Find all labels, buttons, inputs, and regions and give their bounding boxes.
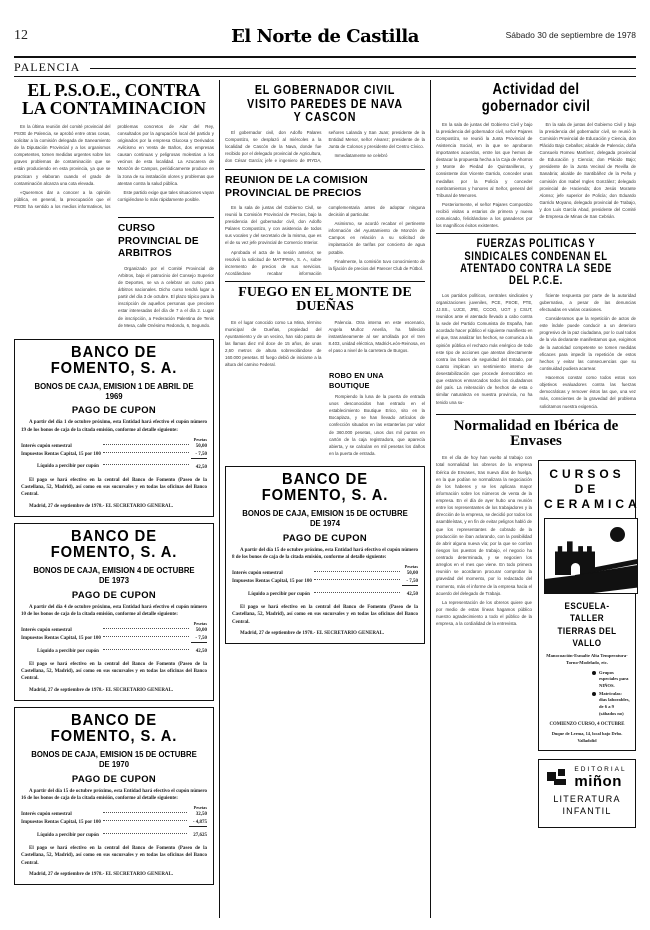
table-row: [21, 458, 207, 471]
paragraph: En la sala de juntas del Gobierno Civil y bajo la presidencia del gobernador civil, señor Pajares Compostizo, se reunió la Junta Provincial de Asistencia Social, en la que se aprobaron importantes acuerdos, entre los que hemos de destacar la propuesta hecha a la Caja de Ahorros y Monte de Piedad de Quintanilleros, y consistente don Vicente Garrido, conceder unas medallas por la Policía y conceder nombramientos y honores al Señor, general del Tribunal de Menores.: [436, 121, 533, 198]
paragraph: «Queremos dar a conocer a la opinión pública, en general, la preocupación que el PSOE ha sentido a los medios informativos, los problemas concretos de Alar del Rey, consultados por la agrupación local del partido y originados por la empresa Glucosa y Derivados Avilcismo en Venta de Baños, dos empresas causan continuas y peligrosas molestias a los vecinos de esta localidad. La Azucarera de Monzón de Campos, periódicamente produce en la zona de su instalación olores y problemas que atentan contra la salud pública.: [14, 123, 214, 210]
headline-fuego-duenas: FUEGO EN EL MONTE DE DUEÑAS: [238, 285, 412, 315]
bank-ad-foot: El pago se hará efectivo en la central del Banco de Fomento (Paseo de la Castellana, 52, Madrid), así como en sus sucursales y en todas las oficinas del Banco Central.: [21, 661, 207, 682]
bank-ad-emision: BONOS DE CAJA, EMISION 4 DE OCTUBRE DE 1973: [33, 564, 195, 586]
list-item: Grupos especiales para NIÑOS.: [592, 670, 630, 690]
article-robo-body: [329, 393, 425, 457]
row-amount: 32,50: [195, 812, 207, 818]
bank-ad-table: [21, 811, 207, 839]
ceramics-ad-tierras: TIERRAS DEL VALLO: [557, 625, 617, 648]
row-label: Interés cupón semestral: [21, 812, 72, 818]
editorial-ad-eyebrow: EDITORIAL: [574, 766, 627, 774]
bank-ad-sign: Madrid, 27 de septiembre de 1978.- EL SECRETARIO GENERAL.: [29, 687, 174, 693]
column-2: [225, 80, 425, 918]
paragraph: Palencia. Otra interna en este escenario, Angela Muñoz Anerila, ha fallecido instantáneamente al ser arrollada por el tren 8.403, unidad eléctrica, Madrid-León-Reinosa, en el paso a nivel de la carretera de Burgos.: [328, 319, 425, 354]
subheadline-curso-arbitros: CURSO PROVINCIAL DE ARBITROS: [118, 223, 199, 260]
editorial-ad-line2: INFANTIL: [562, 806, 612, 817]
headline-actividad-gobernador: Actividad del gobernador civil: [481, 81, 591, 115]
row-amount: 50,00: [195, 628, 207, 634]
paragraph: Aprobada el acta de la sesión anterior, se resolvió la solicitud de MATIPIMA, S. A., sobre incremento de precios de sus servicios. Acordándose recabar información complementaria antes de adoptar ninguna decisión al particular.: [225, 204, 425, 276]
article-visita-body: [225, 129, 425, 165]
row-label: Interés cupón semestral: [21, 444, 72, 450]
bank-ad-title: BANCO DE FOMENTO, S. A.: [50, 527, 178, 561]
bank-ad-table: [232, 570, 418, 598]
row-label: Líquido a percibir por cupón: [248, 591, 310, 597]
bank-ad-table: [21, 443, 207, 471]
table-row: [21, 642, 207, 655]
row-dots: [101, 458, 191, 471]
paragraph: En la sala de juntas del Gobierno Civil, se reunió la Comisión Provincial de Precios, bajo la presidencia del gobernador civil, don Adolfo Palares Compostizo, y con asistencia de todos sus vocales y del secretario de la misma, que es el de su vez jefe provincial de Comercio Interior.: [225, 204, 322, 246]
article-normalidad-body: [436, 454, 532, 627]
headline-gobernador-visito: EL GOBERNADOR CIVIL VISITO PAREDES DE NAVA Y CASCON: [247, 82, 403, 125]
page-number: 12: [14, 28, 28, 43]
table-row: [232, 570, 418, 577]
editorial-ad-line1: LITERATURA: [553, 794, 621, 805]
paragraph: En la última reunión del comité provincial del PSOE de Palencia, se aprobó entre otras cosas, solicitar a la comisión delegada de Saneamiento de la Diputación Provincial y a los organismos competentes, tomen medidas urgentes sobre los graves problemas de contaminación que se están produciendo en esta provincia, ya que se practican y elaboran cuando el grado de contaminación alcanza una cota elevada.: [14, 123, 111, 186]
article-fuego-body: [225, 319, 425, 369]
bank-ad-sign: Madrid, 27 de septiembre de 1978.- EL SECRETARIO GENERAL.: [29, 871, 174, 877]
sun-icon: [610, 527, 625, 542]
row-amount: 42,50: [195, 464, 207, 470]
bank-ad-title: BANCO DE FOMENTO, S. A.: [261, 471, 389, 505]
bank-ad-lead: A partir del día 15 de octubre próximo, esta Entidad hará efectivo el cupón número 8 de los bonos de caja de la citada emisión, conforme al detalle siguiente:: [232, 547, 418, 560]
bank-ad-3: [14, 707, 214, 885]
table-row: [21, 826, 207, 839]
row-label: Interés cupón semestral: [232, 571, 283, 577]
ceramics-ad: [538, 460, 641, 751]
table-row: [21, 634, 207, 642]
headline-normalidad-iberica: Normalidad en Ibérica de Envases: [453, 417, 619, 450]
article-fuerzas-body: [436, 292, 636, 410]
bank-ad-1: [14, 339, 214, 517]
bank-ad-lead: A partir del día 4 de octubre próximo, esta Entidad hará efectivo el cupón número 10 de los bonos de caja de la citada emisión, conforme al detalle siguiente:: [21, 604, 207, 617]
row-dots: [101, 826, 189, 839]
table-row: [21, 443, 207, 450]
paragraph: Los partidos políticos, centrales sindicales y organizaciones juveniles, PCE, PSOE, PTE, JJ.SS., UJCE, JRE, CCOO, UGT y CSUT, reunidos ante el atentado llevado a cabo contra la sede del Partido Comunista de España, han acordado hacer público el siguiente manifiesto en el que, tras analizar los hechos, se comunica a la opinión pública el rechazo más enérgico de todo este tipo de acciones que atentan directamente contra las bases de seguridad del Estado, por cuanto implican un sentimiento interno de desestabilización que procede democrático en que estamos enmarcados todos los ciudadanos del país. La reiteración de hechos de esta o similar naturaleza en nuestra provincia, no ha tenido una su-: [436, 292, 533, 405]
row-amount: - 7,50: [191, 634, 207, 642]
column-divider-2: [430, 80, 431, 918]
paragraph: Organizado por el Comité Provincial de Arbitros, bajo el patrocinio del Consejo Superior de Deportes, se va a celebrar un curso para árbitros nacionales. Dicho curso tendrá lugar a partir del día 3 de octubre. El plazo tópico para la inscripción de aquellos personas que precisen estar interesadas del día de 7 a el día 2. Lugar de inscripción, a Federación Palentina de Tenis de Mesa, calle Onésimo Redondo, 6, Segundo.: [118, 265, 214, 328]
masthead: [14, 26, 636, 52]
bank-ad-title: BANCO DE FOMENTO, S. A.: [50, 711, 178, 745]
bank-ad-pago-label: PAGO DE CUPON: [71, 404, 157, 416]
ceramics-ad-address: Duque de Lerma, 14, local bajo Drbo. Valladolid: [551, 731, 623, 743]
section-band: [14, 60, 636, 74]
editorial-ad-logo-row: [545, 767, 629, 789]
row-amount: 42,50: [195, 648, 207, 654]
bank-ad-pago-label: PAGO DE CUPON: [282, 531, 368, 543]
article-arbitros-body: [118, 265, 214, 329]
top-rule: [14, 76, 636, 77]
editorial-ad-brand: miñon: [574, 772, 622, 790]
paragraph: Este partido exige que tales situaciones vayan corrigiéndose lo más rápidamente posible.: [117, 189, 214, 202]
row-dots: [312, 570, 402, 577]
bank-ad-foot: El pago se hará efectivo en la central del Banco de Fomento (Paseo de la Castellana, 52, Madrid), así como en sus sucursales y en todas las oficinas del Banco Central.: [21, 846, 207, 866]
newspaper-logo: El Norte de Castilla: [231, 26, 419, 47]
issue-date: Sábado 30 de septiembre de 1978: [505, 30, 636, 40]
row-label: Impuestos Rentas Capital, 15 por 100: [21, 451, 101, 457]
row-dots: [101, 443, 191, 450]
table-row: [21, 811, 207, 818]
row-amount: - 7,50: [402, 578, 418, 586]
bank-ad-foot: El pago se hará efectivo en la central del Banco de Fomento (Paseo de la Castellana, 52, Madrid), así como en sus sucursales y en todas las oficinas del Banco Central.: [21, 477, 207, 498]
bank-ad-2: [14, 523, 214, 701]
ceramics-ad-title-line1: CURSOS DE: [549, 467, 625, 497]
row-amount: - 7,50: [191, 450, 207, 458]
row-label: Impuestos Rentas Capital, 15 por 100: [21, 819, 101, 825]
paragraph: Asimismo, se acordó recabar el pertinente información del Ayuntamiento de Monzón de Campos en relación a su solicitud de implantación de tarifas por concierto de agua potable.: [328, 221, 425, 255]
minon-logo-icon: [547, 769, 569, 787]
paragraph: Finalmente, la comisión tuvo conocimiento de la fijación de precios del Parecer Club de Fútbol.: [328, 258, 425, 271]
row-dots: [101, 642, 191, 655]
bank-ad-lead: A partir del día 1 de octubre próximo, esta Entidad hará efectivo el cupón número 19 de los bonos de caja de la citada emisión, conforme al detalle siguiente:: [21, 420, 207, 433]
paragraph: En el día de hoy han vuelto al trabajo con total normalidad los obreros de la empresa Ibérica de Envases, tras nueva días de huelga, en la que podían se normalizara la negociación de los haberes y se les aplicara mayor información sobre los números de venta de la empresa. En el día de ayer hubo una reunión entre los representantes de los trabajadores y la dirección de la empresa, se decidió por todos los asambleístas, y en fin de evitar peligros habló de que los representantes de cobrado de la producción se iban aclarando, con la posibilidad de abrir alguna nueva vía; por la que se corrían riesgos los puestos de trabajo, el negocio ha centrado determinada, y se negocien los arreglos en el mes que viene. En todo primera reunión se acordaron procurar comprobar la gravedad del momento, por lo redactado del momento, más el informe de la empresa hacia el acuerdo del delegado de Trabajo.: [436, 455, 532, 596]
ceramics-ad-illustration: [544, 518, 638, 594]
column-3: [436, 80, 641, 918]
bank-ad-pago-label: PAGO DE CUPON: [71, 772, 157, 784]
bank-ad-emision: BONOS DE CAJA, EMISION 1 DE ABRIL DE 1969: [34, 380, 194, 402]
paragraph: Rompiendo la luna de la puerta de entrada unos desconocidos han entrado en el establecimiento Boutique Erico, sito en la Bocaplaza, y se han llevado artículos de confección situados en las estanterías por valor de 360.000 pesetas, unos dos mil puntos en cartón de la caja registradora, que aparecía abierta, y se calculan en mil pesetas los daños en la puerta de entrada.: [329, 393, 425, 456]
paragraph: Consideramos que la repetición de actos de este índole puede conducir a un deterioro progresivo de la paz ciudadana, por lo cual todos de la vía declarante manifestamos que, exigimos de la autoridad competente se tomen medidas eficaces para impedir la repetición de estos hechos y evitar las consecuencias que su continuidad pudiera acarrear.: [539, 316, 636, 371]
bank-ad-4: [225, 466, 425, 644]
bank-ad-unit: Pesetas: [193, 436, 207, 442]
article-precios-body: [225, 204, 425, 277]
paragraph: El gobernador civil, don Adolfo Palares Compostizo, se desplazó al miércoles a la localidad de Cascón de la Nava, donde fue recibido por el delegado provincial de Agricultura, don César García; jefe e ingeniero de IRYDA, señores Lalanda y San Juan; presidente de la Entidad Menor, señor Alvarez; presidente de la Junta de Colonos y presidente del Centro Cívico.: [225, 129, 425, 164]
subheadline-comision-precios: REUNION DE LA COMISION PROVINCIAL DE PRECIOS: [225, 173, 368, 199]
bank-ad-title: BANCO DE FOMENTO, S. A.: [50, 343, 178, 377]
article-actividad-body: [436, 121, 636, 230]
masthead-rule: [14, 56, 636, 58]
column-divider-1: [219, 80, 220, 918]
row-dots: [312, 585, 402, 598]
bank-ad-table: [21, 627, 207, 655]
paragraph: En la sala de juntas del Gobierno Civil y bajo la presidencia del gobernador civil, se reunió la Comisión Provincial de Educación y Ciencia, don Plácido Bajo Ceballos; alcalde de Palencia; doña Consuelo Romeu Martínez, delegada provincial de Educación y Ciencia; don Plácido Bajo; presidente de la Junta Vecinal de Revilla de Sanabria; alcalde de Santibáñez de la Peña y comisión don Isabel Ingles González; delegado provincial de Hacienda; don Jesús Morante Alonso; jefe superior de Policía; don Eduardo Garrido Moyano, delegado provincial de Trabajo, y don Luis García Abad, presidente del Comité de Empresa de Minas de San Cebrián.: [539, 121, 636, 220]
table-row: [21, 818, 207, 826]
editorial-minon-ad: [538, 759, 636, 828]
paragraph: La representación de los obreros quiere que por medio de estas líneas hagamos público nuestro agradecimiento a todo el público de la empresa, a la cordialidad de la entrevista.: [436, 599, 532, 627]
section-title: PALENCIA: [14, 60, 81, 74]
bank-ad-lead: A partir del día 15 de octubre próximo, esta Entidad hará efectivo el cupón número 16 de los bonos de caja de la citada emisión, conforme al detalle siguiente:: [21, 788, 207, 801]
bank-ad-unit: Pesetas: [193, 621, 207, 626]
bank-ad-emision: BONOS DE CAJA, EMISION 15 DE OCTUBRE DE 1970: [31, 748, 197, 770]
paragraph: Hacemos constar como todos estos son objetivos evaluadores contra las fuerzas democráticas y remover éstos las que, una vez más, conscientes de la gravedad del problema solicitamos nuestra exigencia.: [539, 375, 636, 409]
row-dots: [312, 578, 402, 586]
list-item: Matrículas: dias laborables, de 6 a 9 (sábados no): [592, 691, 630, 718]
row-dots: [101, 634, 191, 642]
row-label: Impuestos Rentas Capital, 15 por 100: [232, 579, 312, 585]
column-1: [14, 80, 214, 918]
bank-ad-emision: BONOS DE CAJA, EMISION 15 DE OCTUBRE DE 1974: [242, 508, 408, 529]
column-grid: [14, 80, 641, 918]
paragraph: ficiente respuesta por parte de la autoridad gubernativa, a pesar de las denuncias efectuadas en varias ocasiones.: [539, 292, 636, 312]
ceramics-ad-start: COMIENZO CURSO, 4 OCTUBRE: [549, 722, 625, 728]
subheadline-robo-boutique: ROBO EN UNA BOUTIQUE: [329, 371, 384, 390]
bank-ad-unit: Pesetas: [404, 564, 418, 570]
table-row: [21, 627, 207, 634]
bank-ad-foot: El pago se hará efectivo en la central del Banco de Fomento (Paseo de la Castellana, 52, Madrid), así como en sus sucursales y en todas las oficinas del Banco Central.: [232, 605, 418, 625]
headline-psoe: EL P.S.O.E., CONTRA LA CONTAMINACION: [22, 80, 206, 118]
row-amount: 50,00: [406, 571, 418, 577]
row-amount: 27,625: [193, 832, 207, 838]
ceramics-ad-title-line2: CERAMICA: [544, 497, 641, 512]
row-label: Líquido a percibir por cupón: [37, 648, 99, 654]
bank-ad-pago-label: PAGO DE CUPON: [71, 588, 157, 600]
row-amount: 42,50: [406, 591, 418, 597]
article-psoe-body: [14, 123, 214, 211]
ceramics-ad-escuela: ESCUELA-TALLER: [564, 601, 610, 624]
paragraph: Posteriormente, el señor Pajares Compostizo recibió visitas a estarios de primera y nueva comunicado, felicitándose a los ganaderos por los magníficos éxitos existentes.: [436, 201, 533, 229]
row-amount: 50,00: [195, 444, 207, 450]
paragraph: En el lugar conocido como La Mina, término municipal de Dueñas, propiedad del Ayuntamiento y de un vecino, han sido pasto de las llamas diez mil doce de 15 años, de unas 2,60 metros de altura sobrevolándose de 160.000 pesetas. El fuego debió de iniciarse a la altura del camino Federal.: [225, 319, 322, 368]
row-label: Interés cupón semestral: [21, 628, 72, 634]
row-label: Líquido a percibir por cupón: [37, 464, 99, 470]
row-label: Impuestos Rentas Capital, 15 por 100: [21, 635, 101, 641]
ceramics-ad-list: [552, 670, 630, 718]
row-dots: [101, 818, 189, 826]
table-row: [232, 585, 418, 598]
headline-fuerzas-politicas: FUERZAS POLITICAS Y SINDICALES CONDENAN EL ATENTADO CONTRA LA SEDE DEL P.C.E.: [460, 238, 612, 287]
ceramics-ad-subjects: Manocoación-Esmalte Alta Temperatura-Torno-Modelado, etc.: [546, 652, 628, 665]
table-row: [232, 578, 418, 586]
section-divider: [90, 68, 636, 69]
row-dots: [101, 811, 189, 818]
row-dots: [101, 450, 191, 458]
bank-ad-sign: Madrid, 27 de septiembre de 1978.- EL SECRETARIO GENERAL.: [29, 503, 174, 509]
editorial-ad-wordmark: [574, 767, 626, 789]
bank-ad-unit: Pesetas: [193, 805, 207, 811]
row-label: Líquido a percibir por cupón: [37, 832, 99, 838]
bank-ad-sign: Madrid, 27 de septiembre de 1978.- EL SECRETARIO GENERAL.: [240, 630, 385, 636]
row-dots: [101, 627, 191, 634]
table-row: [21, 450, 207, 458]
row-amount: - 4,875: [189, 818, 207, 826]
paragraph: Inmediatamente se celebró: [334, 153, 388, 159]
